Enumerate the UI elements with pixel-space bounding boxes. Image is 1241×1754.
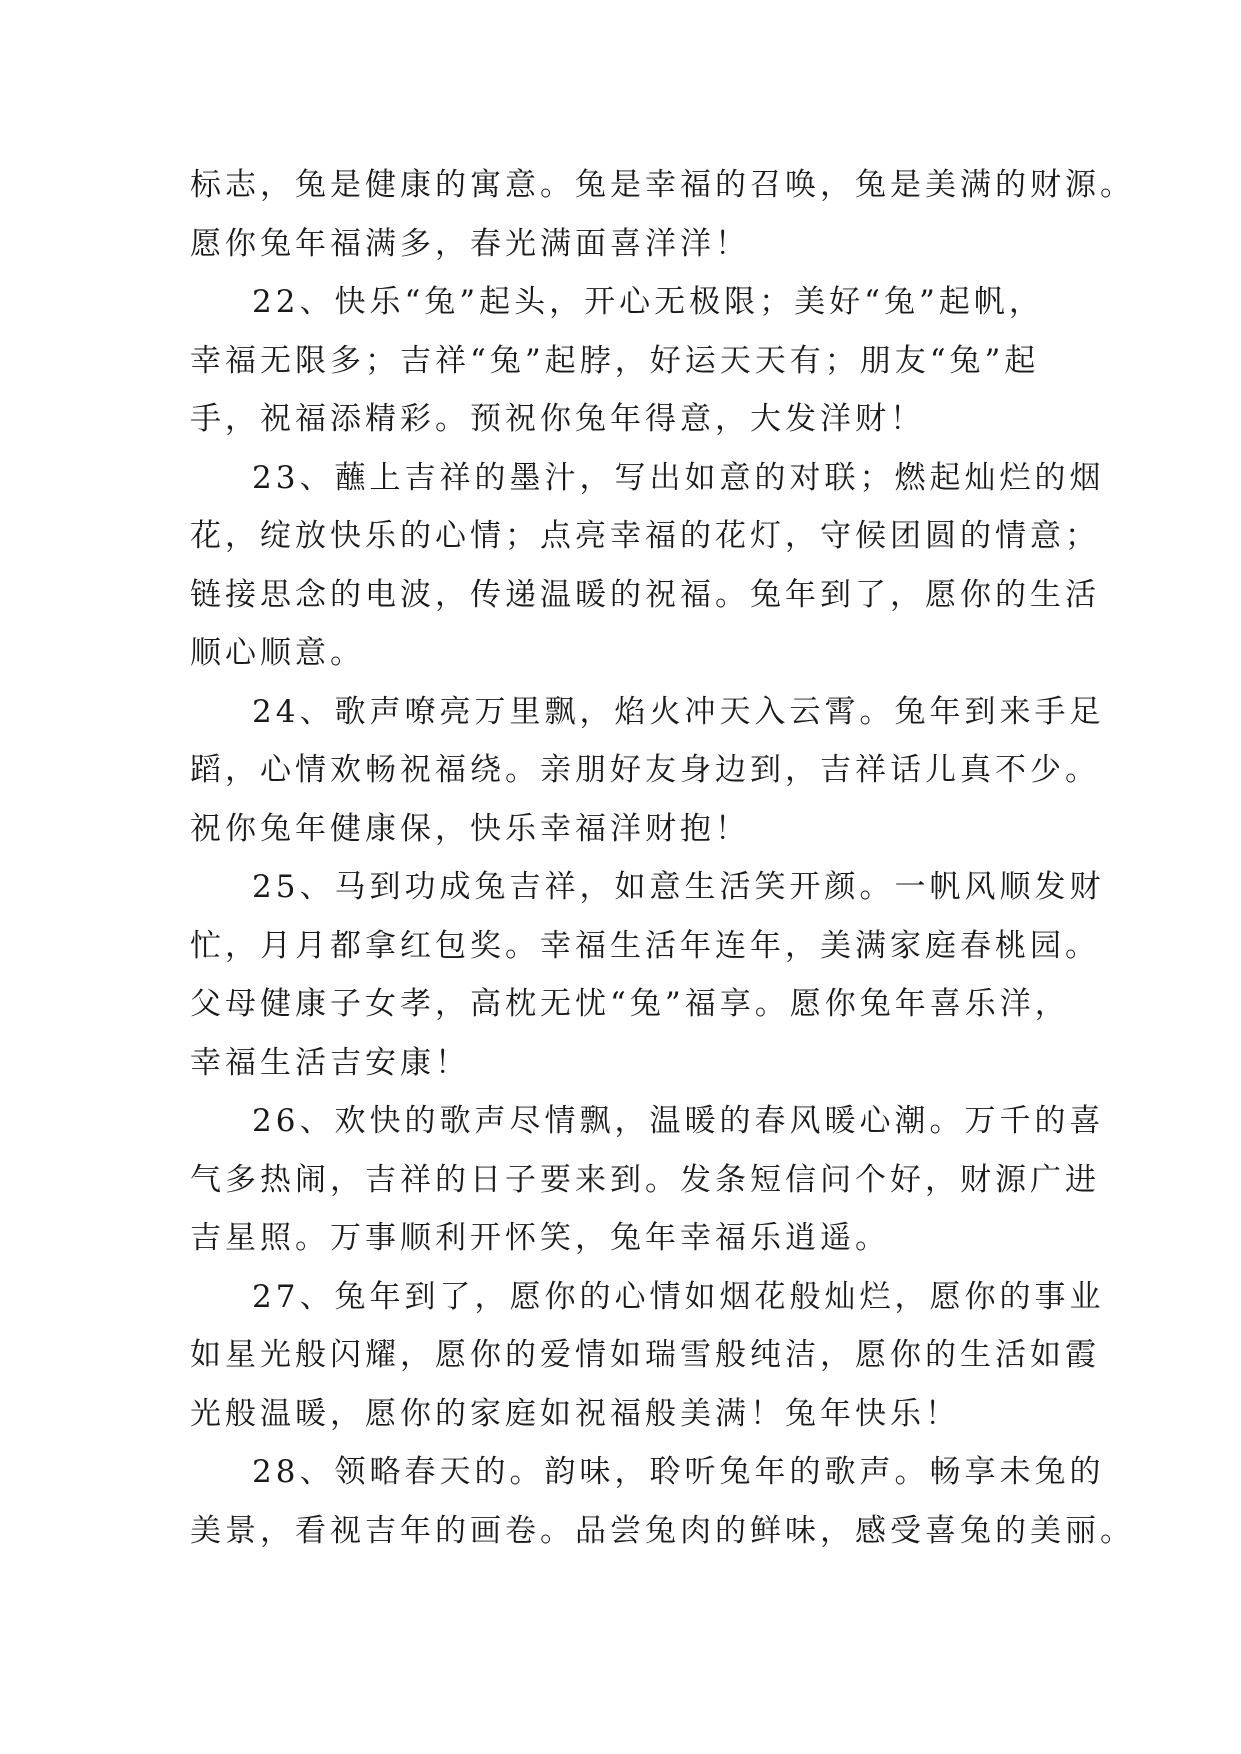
text-line: 26、欢快的歌声尽情飘，温暖的春风暖心潮。万千的喜 (252, 1103, 1105, 1139)
paragraph-27 (190, 1268, 1105, 1444)
text-line: 忙，月月都拿红包奖。幸福生活年连年，美满家庭春桃园。 (190, 927, 1100, 964)
text-line: 气多热闹，吉祥的日子要来到。发条短信问个好，财源广进 (190, 1161, 1100, 1198)
text-line: 24、歌声嘹亮万里飘，焰火冲天入云霄。兔年到来手足 (252, 693, 1105, 730)
text-line: 美景，看视吉年的画卷。品尝兔肉的鲜味，感受喜兔的美丽。 (190, 1512, 1135, 1549)
text-line: 光般温暖，愿你的家庭如祝福般美满！兔年快乐！ (190, 1395, 960, 1432)
text-line: 链接思念的电波，传递温暖的祝福。兔年到了，愿你的生活 (190, 576, 1100, 613)
text-line: 28、领略春天的。韵味，聆听兔年的歌声。畅享未兔的 (252, 1454, 1105, 1490)
paragraph-28 (190, 1443, 1135, 1560)
text-line: 吉星照。万事顺利开怀笑，兔年幸福乐逍遥。 (190, 1220, 890, 1256)
text-line: 如星光般闪耀，愿你的爱情如瑞雪般纯洁，愿你的生活如霞 (190, 1337, 1100, 1373)
text-line: 顺心顺意。 (190, 635, 365, 671)
paragraph-26 (190, 1092, 1105, 1268)
text-line: 花，绽放快乐的心情；点亮幸福的花灯，守候团圆的情意； (190, 518, 1100, 554)
text-line: 22、快乐“兔”起头，开心无极限；美好“兔”起帆， (252, 284, 1044, 320)
text-line: 标志，兔是健康的寓意。兔是幸福的召唤，兔是美满的财源。 (190, 167, 1135, 203)
text-line: 幸福生活吉安康！ (190, 1044, 470, 1081)
text-line: 愿你兔年福满多，春光满面喜洋洋！ (190, 225, 750, 262)
text-line: 25、马到功成兔吉祥，如意生活笑开颜。一帆风顺发财 (252, 869, 1105, 905)
text-line: 23、蘸上吉祥的墨汁，写出如意的对联；燃起灿烂的烟 (252, 459, 1105, 496)
text-line: 手，祝福添精彩。预祝你兔年得意，大发洋财！ (190, 401, 925, 437)
paragraph-22 (190, 273, 1060, 449)
text-line: 祝你兔年健康保，快乐幸福洋财抱！ (190, 810, 750, 847)
text-line: 幸福无限多；吉祥“兔”起脖，好运天天有；朋友“兔”起 (190, 342, 1040, 379)
paragraph-continued (190, 156, 1135, 273)
text-line: 蹈，心情欢畅祝福绕。亲朋好友身边到，吉祥话儿真不少。 (190, 752, 1100, 788)
paragraph-23 (190, 449, 1105, 683)
text-line: 27、兔年到了，愿你的心情如烟花般灿烂，愿你的事业 (252, 1278, 1105, 1315)
document-body (190, 156, 1135, 1560)
paragraph-24 (190, 683, 1105, 859)
paragraph-25 (190, 858, 1105, 1092)
text-line: 父母健康子女孝，高枕无忧“兔”福享。愿你兔年喜乐洋， (190, 986, 1070, 1022)
